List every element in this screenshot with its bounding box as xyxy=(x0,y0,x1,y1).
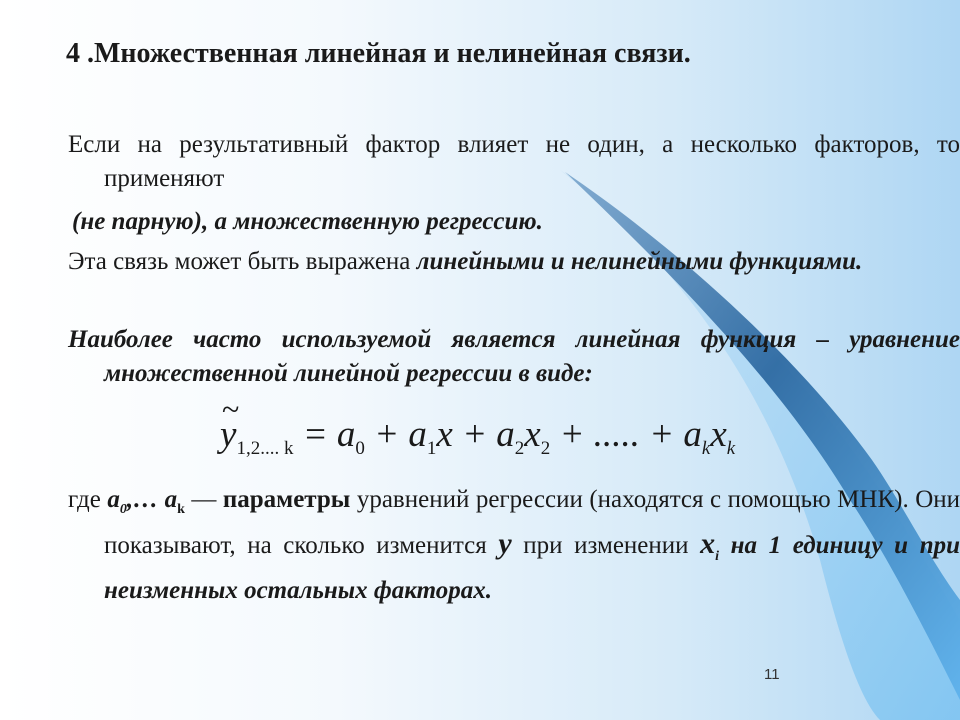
param-dots: ,… xyxy=(126,486,165,513)
formula-y-sub: 1,2.... k xyxy=(236,438,294,459)
params-prefix: где xyxy=(68,486,108,513)
paragraph-regression-type: (не парную), а множественную регрессию. xyxy=(72,208,543,235)
formula-rhs-1: = a xyxy=(293,414,356,455)
params-emphasis: на 1 единицу и при неизменных остальных факторах. xyxy=(104,532,960,604)
paragraph-intro: Если на результативный фактор влияет не один, а несколько факторов, то применяют xyxy=(68,131,960,192)
formula-sub-k: k xyxy=(701,438,711,459)
formula-rhs-3: + a xyxy=(452,414,515,455)
formula-sub-1: 1 xyxy=(426,438,437,459)
page-number: 11 xyxy=(764,666,780,683)
param-ak: a xyxy=(164,486,178,513)
formula-rhs-4: + ..... + a xyxy=(550,414,702,455)
functions-emphasis: линейными и нелинейными функциями. xyxy=(416,248,863,275)
paragraph-linear-function: Наиболее часто используемой является линейная функция – уравнение множественной линейной регрессии в виде: xyxy=(68,326,960,387)
regression-formula xyxy=(220,410,735,474)
formula-rhs-2: + a xyxy=(364,414,427,455)
paragraph-functions xyxy=(68,245,960,279)
formula-sub-0: 0 xyxy=(355,438,365,459)
var-x-sub: i xyxy=(715,549,720,564)
formula-y: ~ y xyxy=(220,410,236,460)
paragraph-parameters xyxy=(68,483,960,608)
param-a0: a xyxy=(107,486,120,513)
params-label: параметры xyxy=(222,486,351,513)
params-dash: — xyxy=(184,486,223,513)
formula-x1: x xyxy=(436,414,453,455)
formula-sub-x2: 2 xyxy=(540,438,551,459)
formula-x2: x xyxy=(524,414,541,455)
params-text-1: уравнений регрессии (находятся с помощью МНК). Они показывают, на сколько изменится xyxy=(104,486,960,559)
formula-sub-2: 2 xyxy=(514,438,525,459)
var-y: y xyxy=(498,527,512,560)
param-a0-sub: 0 xyxy=(119,502,127,517)
functions-prefix: Эта связь может быть выражена xyxy=(68,248,417,275)
formula-sub-xk: k xyxy=(726,438,736,459)
param-ak-sub: k xyxy=(177,502,185,517)
var-x: x xyxy=(700,527,716,560)
params-text-2: при изменении xyxy=(511,532,701,559)
formula-xk: x xyxy=(710,414,727,455)
slide-title: 4 .Множественная линейная и нелинейная связи. xyxy=(66,38,691,69)
